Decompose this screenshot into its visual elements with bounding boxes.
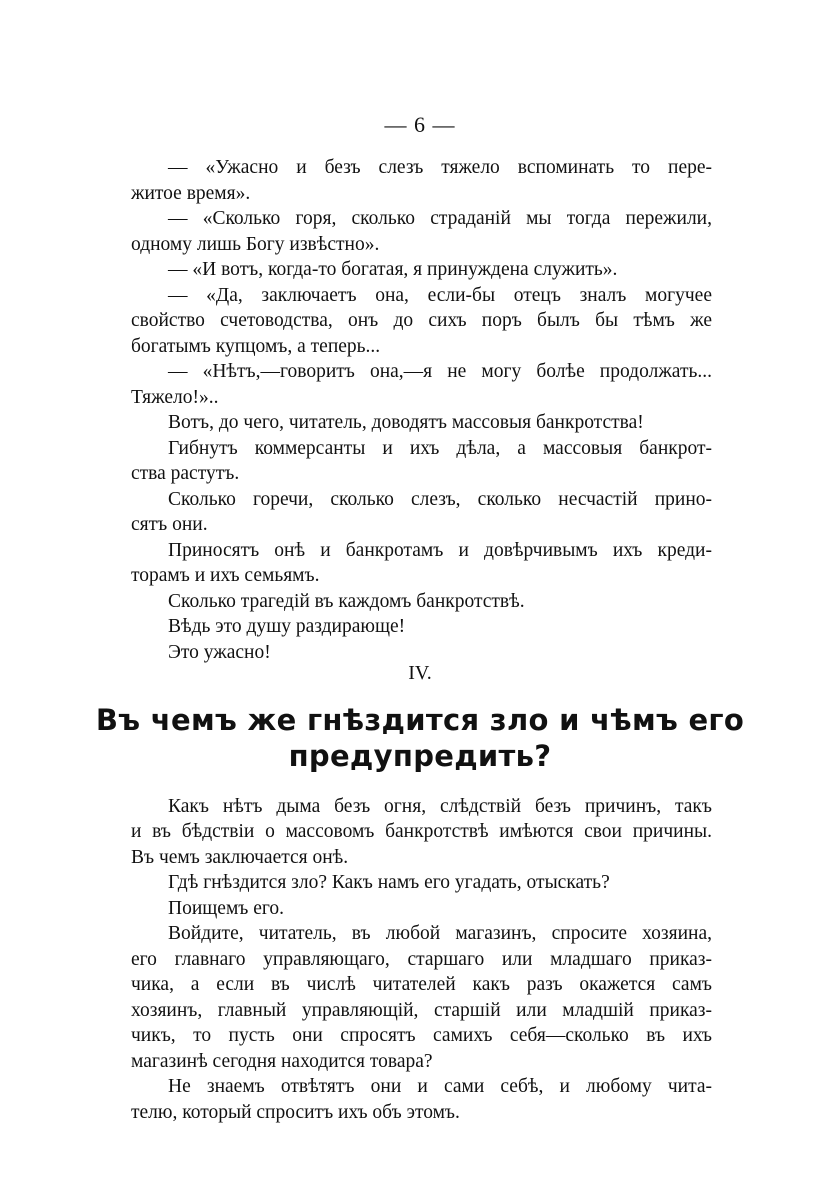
- text-line: Войдите, читатель, въ любой магазинъ, спросите хозяина,: [168, 923, 712, 944]
- section-number: IV.: [408, 662, 432, 684]
- text-line: — «Ужасно и безъ слезъ тяжело вспоминать то пере-: [168, 157, 712, 178]
- text-line: чикъ, то пусть они спросятъ самихъ себя—сколько въ ихъ: [131, 1025, 712, 1046]
- text-line: хозяинъ, главный управляющій, старшій или младшій приказ-: [131, 1000, 712, 1021]
- text-line: его главнаго управляющаго, старшаго или младшаго приказ-: [131, 949, 712, 970]
- text-line: и въ бѣдствіи о массовомъ банкротствѣ имѣются свои причины.: [131, 821, 712, 842]
- text-line: Это ужасно!: [168, 642, 271, 663]
- section-heading-line: предупредить?: [288, 739, 552, 773]
- section-heading-line: Въ чемъ же гнѣздится зло и чѣмъ его: [95, 703, 745, 737]
- text-line: чика, а если въ числѣ читателей какъ разъ окажется самъ: [131, 974, 712, 995]
- text-line: торамъ и ихъ семьямъ.: [131, 565, 320, 586]
- text-line: Сколько трагедій въ каждомъ банкротствѣ.: [168, 591, 525, 612]
- text-line: — «Да, заключаетъ она, если-бы отецъ зналъ могучее: [168, 285, 712, 306]
- text-line: Вѣдь это душу раздирающе!: [168, 616, 406, 637]
- text-line: Не знаемъ отвѣтятъ они и сами себѣ, и любому чита-: [168, 1076, 712, 1097]
- text-line: — «Нѣтъ,—говоритъ она,—я не могу болѣе продолжать...: [168, 361, 712, 382]
- text-line: ства растутъ.: [131, 463, 240, 484]
- text-line: Въ чемъ заключается онѣ.: [131, 847, 349, 868]
- text-line: Сколько горечи, сколько слезъ, сколько несчастій прино-: [168, 489, 712, 510]
- text-line: — «Сколько горя, сколько страданій мы тогда пережили,: [168, 208, 712, 229]
- page-number: — 6 —: [384, 112, 456, 137]
- text-line: богатымъ купцомъ, а теперь...: [131, 336, 381, 357]
- text-line: Тяжело!»..: [131, 387, 219, 408]
- text-line: житое время».: [131, 183, 251, 204]
- text-line: Какъ нѣтъ дыма безъ огня, слѣдствій безъ причинъ, такъ: [168, 796, 712, 817]
- text-line: Приносятъ онѣ и банкротамъ и довѣрчивымъ ихъ креди-: [168, 540, 712, 561]
- text-line: — «И вотъ, когда-то богатая, я принуждена служить».: [168, 259, 618, 280]
- text-line: телю, который спроситъ ихъ объ этомъ.: [131, 1102, 460, 1123]
- text-line: свойство счетоводства, онъ до сихъ поръ былъ бы тѣмъ же: [131, 310, 712, 331]
- text-line: Поищемъ его.: [168, 898, 285, 919]
- text-line: одному лишь Богу извѣстно».: [131, 234, 380, 255]
- text-line: Вотъ, до чего, читатель, доводятъ массовыя банкротства!: [168, 412, 644, 433]
- text-line: магазинѣ сегодня находится товара?: [131, 1051, 433, 1072]
- text-line: Гдѣ гнѣздится зло? Какъ намъ его угадать, отыскать?: [168, 872, 610, 893]
- text-line: сятъ они.: [131, 514, 208, 535]
- text-line: Гибнутъ коммерсанты и ихъ дѣла, а массовыя банкрот-: [168, 438, 712, 459]
